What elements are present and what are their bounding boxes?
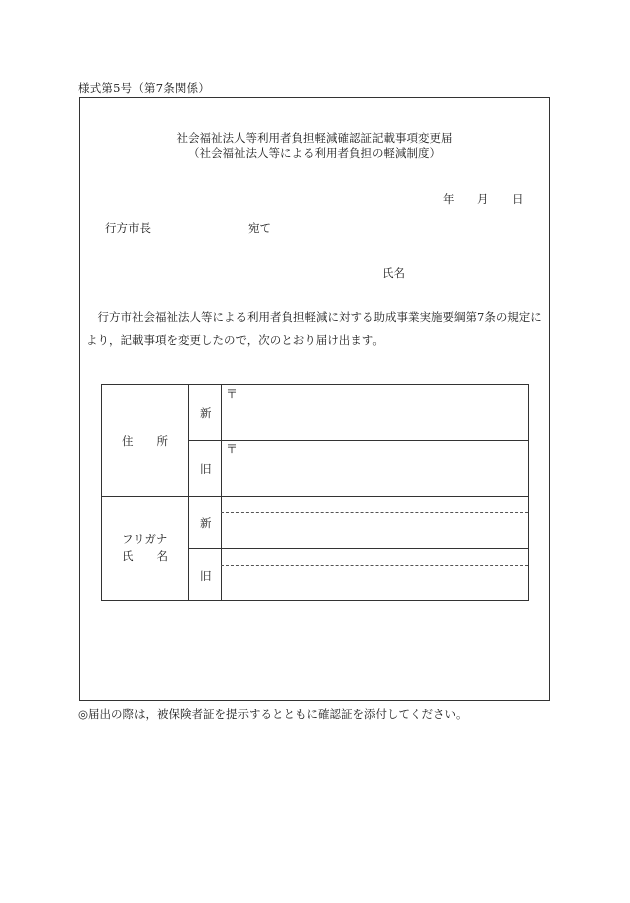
name-old-label: 旧 (200, 569, 212, 583)
address-old-input[interactable] (222, 441, 527, 495)
form-subtitle: （社会福祉法人等による利用者負担の軽減制度） (188, 146, 441, 160)
recipient-suffix: 宛て (248, 221, 271, 235)
declaration-text (86, 306, 546, 352)
recipient-label: 行方市長 (105, 221, 151, 235)
applicant-name-label: 氏名 (382, 266, 405, 280)
furigana-old-input[interactable] (222, 549, 527, 565)
name-new-label: 新 (200, 516, 212, 530)
declaration-line-2: より，記載事項を変更したので，次のとおり届け出ます。 (86, 333, 384, 347)
declaration-line-1: 行方市社会福祉法人等による利用者負担軽減に対する助成事業実施要綱第7条の規定に (97, 310, 542, 324)
date-month-label: 月 (477, 192, 489, 206)
name-label: 氏 名 (122, 549, 168, 563)
form-number: 様式第5号（第7条関係） (78, 81, 211, 95)
submission-note: ◎届出の際は，被保険者証を提示するとともに確認証を添付してください。 (78, 707, 468, 721)
furigana-new-input[interactable] (222, 497, 527, 512)
table-divider-label-col (188, 385, 189, 600)
furigana-label: フリガナ (122, 532, 168, 546)
postal-mark-new: 〒 (226, 387, 239, 401)
date-year-label: 年 (443, 192, 455, 206)
form-title: 社会福祉法人等利用者負担軽減確認証記載事項変更届 (176, 131, 453, 145)
address-new-input[interactable] (222, 386, 527, 440)
name-new-input[interactable] (222, 513, 527, 548)
address-new-label: 新 (200, 406, 212, 420)
change-details-table (101, 384, 529, 601)
date-day-label: 日 (512, 192, 524, 206)
postal-mark-old: 〒 (226, 442, 239, 456)
address-old-label: 旧 (200, 462, 212, 476)
name-old-input[interactable] (222, 566, 527, 599)
address-label: 住 所 (122, 434, 168, 448)
